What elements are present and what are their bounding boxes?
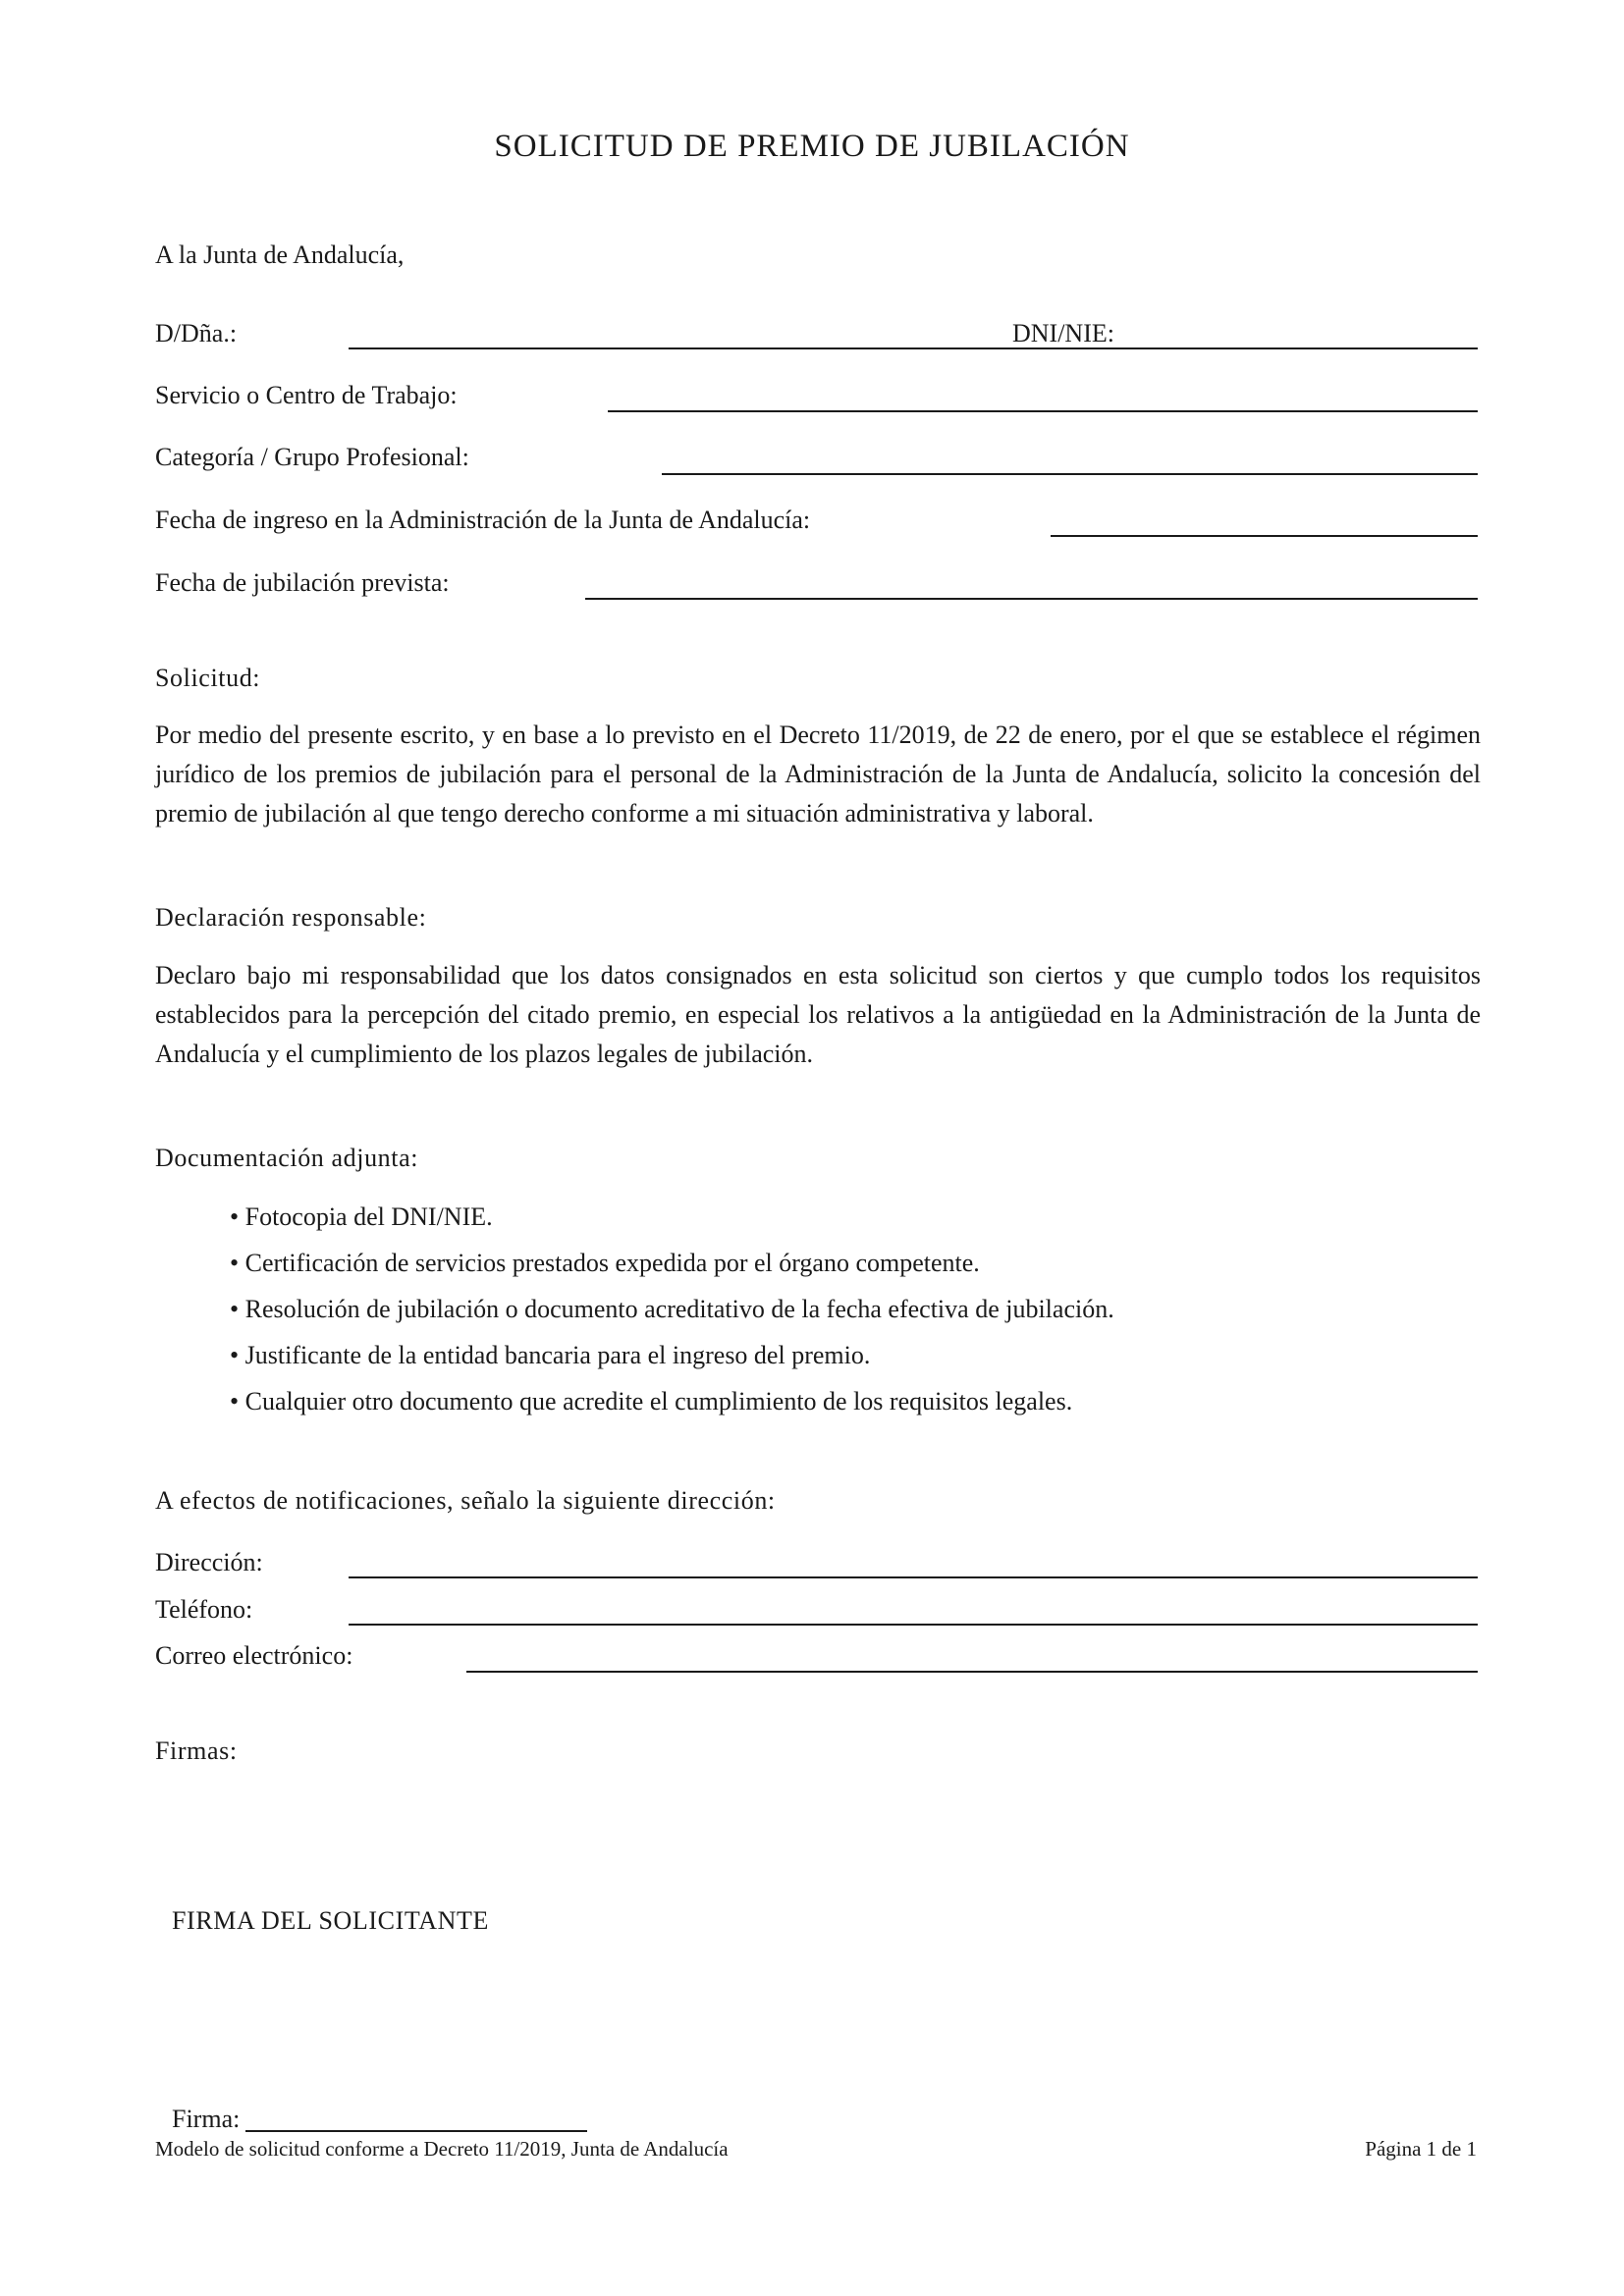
service-label: Servicio o Centro de Trabajo:	[155, 381, 458, 409]
signature-row	[172, 2107, 587, 2132]
document-title: SOLICITUD DE PREMIO DE JUBILACIÓN	[494, 129, 1130, 164]
category-field[interactable]	[662, 473, 1478, 475]
address-field[interactable]	[349, 1576, 1478, 1578]
entry-date-label: Fecha de ingreso en la Administración de la Junta de Andalucía:	[155, 506, 811, 534]
list-item: • Certificación de servicios prestados expedida por el órgano competente.	[230, 1251, 1114, 1297]
list-item: • Cualquier otro documento que acredite el cumplimiento de los requisitos legales.	[230, 1389, 1114, 1435]
email-label: Correo electrónico:	[155, 1641, 353, 1670]
name-label: D/Dña.:	[155, 319, 238, 347]
declaration-heading: Declaración responsable:	[155, 903, 427, 932]
documents-list	[230, 1204, 1114, 1435]
phone-field[interactable]	[349, 1624, 1478, 1626]
signatures-heading: Firmas:	[155, 1736, 238, 1765]
email-field[interactable]	[466, 1671, 1478, 1673]
request-text: Por medio del presente escrito, y en base a lo previsto en el Decreto 11/2019, de 22 de enero, por el que se establece el régimen jurídico de los premios de jubilación para el personal de la Administración de la Junta de Andalucía, solicito la concesión del premio de jubilación al que tengo derecho conforme a mi situación administrativa y laboral.	[155, 721, 1481, 828]
page-number: Página 1 de 1	[1365, 2137, 1477, 2161]
entry-date-field[interactable]	[1051, 535, 1478, 537]
applicant-signature-label: FIRMA DEL SOLICITANTE	[172, 1906, 489, 1935]
declaration-text: Declaro bajo mi responsabilidad que los datos consignados en esta solicitud son ciertos y que cumplo todos los requisitos establecidos para la percepción del citado premio, en especial los relativos a la antigüedad en la Administración de la Junta de Andalucía y el cumplimiento de los plazos legales de jubilación.	[155, 961, 1481, 1068]
footer-text: Modelo de solicitud conforme a Decreto 11/2019, Junta de Andalucía	[155, 2137, 729, 2161]
retirement-date-field[interactable]	[585, 598, 1478, 600]
retirement-date-label: Fecha de jubilación prevista:	[155, 568, 450, 597]
category-label: Categoría / Grupo Profesional:	[155, 443, 469, 471]
list-item: • Fotocopia del DNI/NIE.	[230, 1204, 1114, 1251]
request-heading: Solicitud:	[155, 664, 261, 692]
service-field[interactable]	[608, 410, 1478, 412]
documents-heading: Documentación adjunta:	[155, 1144, 419, 1172]
signature-label: Firma:	[172, 2105, 241, 2133]
list-item: • Resolución de jubilación o documento acreditativo de la fecha efectiva de jubilación.	[230, 1297, 1114, 1343]
signature-field[interactable]	[245, 2109, 587, 2132]
notifications-heading: A efectos de notificaciones, señalo la siguiente dirección:	[155, 1486, 776, 1515]
greeting: A la Junta de Andalucía,	[155, 240, 405, 269]
address-label: Dirección:	[155, 1548, 263, 1576]
name-field[interactable]	[349, 347, 1478, 349]
dni-label: DNI/NIE:	[1012, 319, 1114, 347]
list-item: • Justificante de la entidad bancaria para el ingreso del premio.	[230, 1343, 1114, 1389]
phone-label: Teléfono:	[155, 1595, 253, 1624]
